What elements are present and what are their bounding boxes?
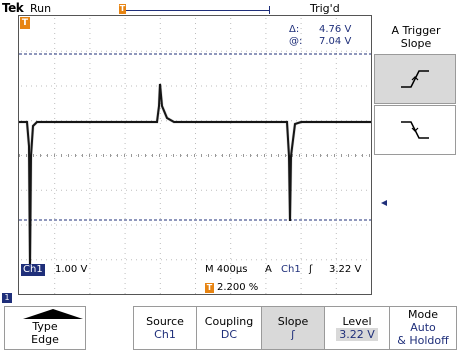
acquisition-state: Run [30, 2, 52, 15]
waveform-display [18, 15, 372, 295]
mode-softkey[interactable]: Mode Auto & Holdoff [389, 306, 457, 350]
trigger-slope-icon: ʃ [309, 264, 313, 275]
side-menu-title: A Trigger Slope [391, 24, 441, 50]
slope-rising-button[interactable] [374, 54, 456, 104]
channel-ground-reference-icon: 1 [2, 293, 12, 303]
trigger-position-marker-icon[interactable]: T [119, 4, 126, 13]
coupling-softkey[interactable]: Coupling DC [196, 306, 262, 350]
softkey-bar [0, 306, 460, 350]
slope-falling-button[interactable] [374, 105, 456, 155]
trigger-position-icon: T [206, 283, 213, 292]
rising-edge-icon [399, 65, 431, 93]
source-softkey[interactable]: Source Ch1 [133, 306, 197, 350]
trigger-position-percent: 2.200 % [217, 282, 259, 293]
cursor-at-value: 7.04 V [319, 36, 352, 47]
record-length-bar [120, 6, 270, 14]
trigger-point-icon: T [21, 18, 29, 28]
trigger-source: Ch1 [281, 264, 301, 275]
volts-per-div: 1.00 V [55, 264, 88, 275]
top-status-bar [0, 0, 460, 16]
trigger-status: Trig'd [310, 2, 340, 15]
trigger-level-readout: 3.22 V [329, 264, 362, 275]
type-softkey[interactable]: Type Edge [4, 306, 86, 350]
cursor-delta-label: Δ: [289, 24, 300, 35]
menu-up-triangle-icon [23, 309, 83, 319]
timebase: M 400µs [205, 264, 248, 275]
side-menu [373, 16, 459, 302]
cursor-delta-value: 4.76 V [319, 24, 352, 35]
graticule-and-waveform [19, 16, 371, 294]
channel-1-badge[interactable]: Ch1 [23, 264, 43, 275]
slope-softkey[interactable]: Slope ʃ [261, 306, 325, 350]
cursor-at-label: @: [289, 36, 303, 47]
falling-edge-icon [399, 116, 431, 144]
slope-rising-icon: ʃ [291, 328, 295, 341]
level-softkey[interactable]: Level 3.22 V [324, 306, 390, 350]
trigger-mode: A [265, 264, 272, 275]
brand-logo: Tek [2, 1, 24, 15]
